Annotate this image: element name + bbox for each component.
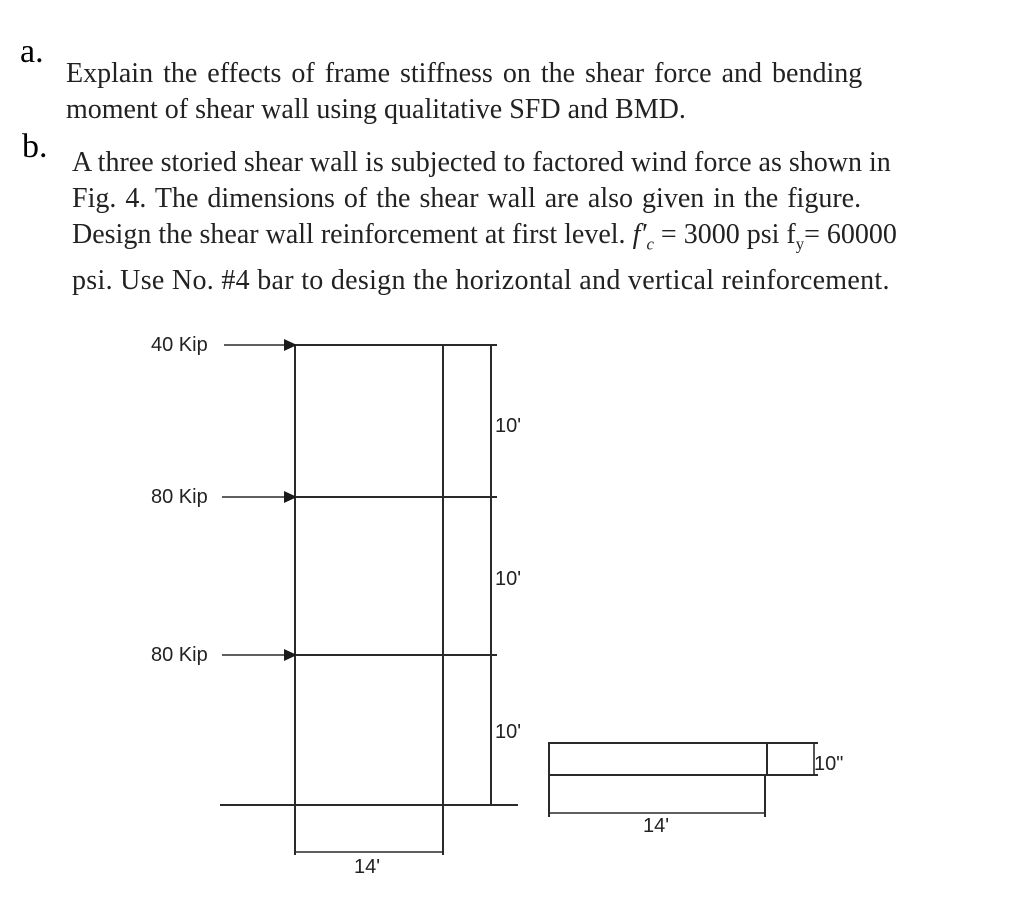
plan-thickness-label: 10" [814, 753, 844, 775]
fy-letter: f [786, 219, 796, 250]
story-height-label-middle: 10' [495, 568, 522, 590]
load-label-second-floor: 80 Kip [151, 644, 208, 666]
design-instruction: Design the shear wall reinforcement at first level. [72, 219, 626, 250]
question-a-line-2: moment of shear wall using qualitative SFD and BMD. [66, 94, 686, 125]
story-height-label-bottom: 10' [495, 721, 522, 743]
question-a-line-1: Explain the effects of frame stiffness on the shear force and bending [66, 58, 863, 89]
question-b-marker: b. [22, 128, 48, 165]
question-a-marker: a. [20, 33, 44, 70]
fc-value: = 3000 psi [653, 219, 787, 250]
fc-subscript: c [646, 234, 654, 254]
wall-length-label: 14' [354, 856, 381, 878]
fc-letter: f′ [632, 219, 647, 250]
load-label-roof: 40 Kip [151, 334, 208, 356]
story-height-label-top: 10' [495, 415, 522, 437]
plan-section-wall [549, 743, 767, 775]
question-b-line-2: Fig. 4. The dimensions of the shear wall are also given in the figure. [72, 183, 862, 214]
fy-subscript: y [795, 234, 805, 254]
plan-length-label: 14' [643, 815, 670, 837]
fy-value: = 60000 [804, 219, 897, 250]
question-b-line-4: psi. Use No. #4 bar to design the horizontal and vertical reinforcement. [72, 264, 890, 296]
question-b-line-1: A three storied shear wall is subjected to factored wind force as shown in [72, 147, 891, 178]
load-label-third-floor: 80 Kip [151, 486, 208, 508]
